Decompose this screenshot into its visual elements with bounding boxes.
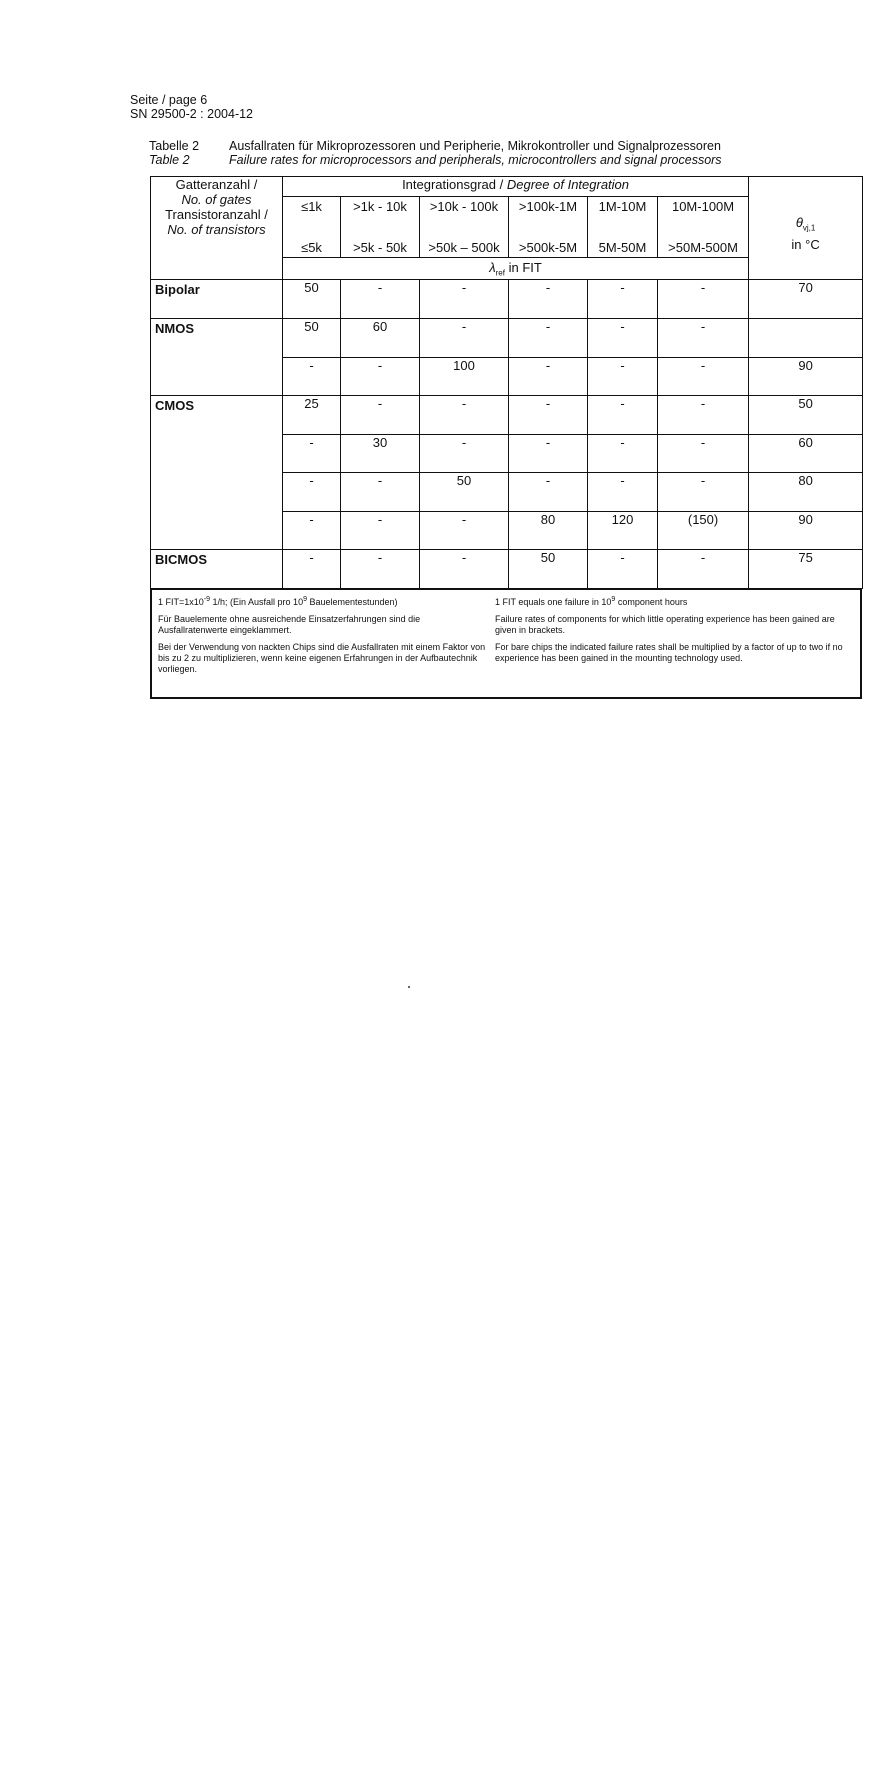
col-transistors-4: 5M-50M xyxy=(598,240,647,256)
table-caption xyxy=(149,139,722,167)
theta-unit: in °C xyxy=(791,236,820,252)
table-cell: - xyxy=(341,550,420,589)
col-transistors-1: >5k - 50k xyxy=(353,240,407,256)
table-cell: - xyxy=(658,550,749,589)
table-cell: - xyxy=(509,357,588,396)
table-cell: - xyxy=(588,473,658,512)
table-cell: - xyxy=(658,396,749,435)
failure-rate-table xyxy=(150,176,863,589)
transistors-label-en: No. of transistors xyxy=(167,222,266,237)
col-transistors-2: >50k – 500k xyxy=(428,240,500,256)
table-cell: - xyxy=(420,511,509,550)
standard-id: SN 29500-2 : 2004-12 xyxy=(130,107,254,121)
col-transistors-0: ≤5k xyxy=(301,240,322,256)
theta-cell: 90 xyxy=(749,357,863,396)
col-header-4 xyxy=(588,197,658,258)
table-cell: 50 xyxy=(283,319,341,358)
table-cell: - xyxy=(283,357,341,396)
degree-header xyxy=(283,177,749,197)
table-cell: - xyxy=(283,434,341,473)
degree-label-en: Degree of Integration xyxy=(506,177,630,192)
lambda-header xyxy=(283,258,749,280)
table-cell: - xyxy=(341,511,420,550)
table-cell: - xyxy=(420,319,509,358)
caption-en-text: Failure rates for microprocessors and peripherals, microcontrollers and signal processors xyxy=(229,153,722,167)
group-label-nmos: NMOS xyxy=(151,319,283,396)
caption-en xyxy=(149,153,722,167)
col-header-3 xyxy=(509,197,588,258)
table-cell: - xyxy=(509,434,588,473)
table-cell: - xyxy=(588,357,658,396)
table-cell: - xyxy=(420,396,509,435)
fit-de-b: 1/h; (Ein Ausfall pro 10 xyxy=(210,597,304,607)
table-cell: - xyxy=(509,280,588,319)
table-cell: - xyxy=(341,396,420,435)
table-cell: - xyxy=(658,319,749,358)
degree-label-de: Integrationsgrad / xyxy=(402,177,504,192)
col-header-2 xyxy=(420,197,509,258)
table-cell: - xyxy=(658,280,749,319)
table-cell: - xyxy=(420,434,509,473)
theta-cell xyxy=(749,319,863,358)
table-cell: 60 xyxy=(341,319,420,358)
fit-de-c: Bauelementestunden) xyxy=(306,597,398,607)
table-cell: - xyxy=(283,473,341,512)
fit-de-exp2: 9 xyxy=(303,596,307,603)
fit-de-a: 1 FIT=1x10 xyxy=(158,597,204,607)
lambda-letter: λ xyxy=(489,260,496,276)
group-label-bipolar: Bipolar xyxy=(151,280,283,319)
fit-en-a: 1 FIT equals one failure in 10 xyxy=(495,597,612,607)
gates-label-en: No. of gates xyxy=(181,192,252,207)
table-cell: - xyxy=(588,396,658,435)
caption-de xyxy=(149,139,722,153)
table-row xyxy=(151,280,863,319)
table-cell: - xyxy=(588,550,658,589)
table-cell: - xyxy=(283,511,341,550)
table-cell: - xyxy=(658,357,749,396)
table-row xyxy=(151,396,863,435)
table-cell: - xyxy=(588,434,658,473)
fit-en-exp: 9 xyxy=(611,596,616,603)
footnote-brackets-de: Für Bauelemente ohne ausreichende Einsatzerfahrungen sind die Ausfallratenwerte eingeklammert. xyxy=(158,614,421,635)
caption-en-label: Table 2 xyxy=(149,153,190,167)
table-cell: 100 xyxy=(420,357,509,396)
col-gates-2: >10k - 100k xyxy=(429,199,499,215)
col-header-5 xyxy=(658,197,749,258)
theta-cell: 90 xyxy=(749,511,863,550)
col-header-0 xyxy=(283,197,341,258)
table-cell: (150) xyxy=(658,511,749,550)
theta-cell: 60 xyxy=(749,434,863,473)
col-header-1 xyxy=(341,197,420,258)
table-row xyxy=(151,319,863,358)
table-cell: 80 xyxy=(509,511,588,550)
page-number: Seite / page 6 xyxy=(130,93,208,107)
gates-label-de: Gatteranzahl / xyxy=(175,177,258,192)
theta-cell: 70 xyxy=(749,280,863,319)
fit-de-exp: -9 xyxy=(203,596,211,603)
col-transistors-5: >50M-500M xyxy=(668,240,738,256)
table-cell: - xyxy=(658,434,749,473)
scan-speck xyxy=(408,986,410,988)
table-row xyxy=(151,550,863,589)
caption-de-text: Ausfallraten für Mikroprozessoren und Peripherie, Mikrokontroller und Signalprozessoren xyxy=(229,139,721,153)
col-gates-0: ≤1k xyxy=(301,199,322,215)
table-cell: - xyxy=(420,280,509,319)
col-gates-1: >1k - 10k xyxy=(353,199,407,215)
theta-cell: 50 xyxy=(749,396,863,435)
table-cell: 50 xyxy=(283,280,341,319)
table-cell: - xyxy=(588,280,658,319)
footnote-fit-de xyxy=(158,594,488,608)
theta-sub: vj,1 xyxy=(802,223,816,233)
table-footnotes xyxy=(150,589,862,699)
theta-cell: 75 xyxy=(749,550,863,589)
table-cell: 30 xyxy=(341,434,420,473)
table-cell: - xyxy=(588,319,658,358)
table-cell: - xyxy=(341,473,420,512)
lambda-sub: ref xyxy=(495,268,505,278)
table-cell: - xyxy=(420,550,509,589)
transistors-label-de: Transistoranzahl / xyxy=(165,207,268,222)
footnote-chips-en: For bare chips the indicated failure rates shall be multiplied by a factor of up to two if no experience has been gained in the mounting technology used. xyxy=(495,642,843,663)
group-label-bicmos: BICMOS xyxy=(151,550,283,589)
col-gates-3: >100k-1M xyxy=(518,199,578,215)
caption-de-label: Tabelle 2 xyxy=(149,139,200,153)
col-gates-4: 1M-10M xyxy=(598,199,647,215)
lambda-unit: in FIT xyxy=(508,260,542,276)
table-cell: 50 xyxy=(420,473,509,512)
table-cell: - xyxy=(509,473,588,512)
footnotes-en xyxy=(495,594,857,670)
theta-cell: 80 xyxy=(749,473,863,512)
table-cell: - xyxy=(341,280,420,319)
theta-header xyxy=(749,177,863,280)
gates-header xyxy=(151,177,283,280)
footnotes-de xyxy=(158,594,488,681)
footnote-chips-de: Bei der Verwendung von nackten Chips sind die Ausfallraten mit einem Faktor von bis zu 2 zu multiplizieren, wenn keine eigenen Erfahrungen in der Aufbautechnik vorliegen. xyxy=(158,642,486,674)
table-cell: - xyxy=(341,357,420,396)
footnote-brackets-en: Failure rates of components for which little operating experience has been gained are given in brackets. xyxy=(495,614,835,635)
col-gates-5: 10M-100M xyxy=(671,199,735,215)
table-cell: 25 xyxy=(283,396,341,435)
group-label-cmos: CMOS xyxy=(151,396,283,550)
table-cell: - xyxy=(509,319,588,358)
col-transistors-3: >500k-5M xyxy=(518,240,578,256)
footnote-fit-en xyxy=(495,594,857,608)
table-cell: 50 xyxy=(509,550,588,589)
lambda-symbol xyxy=(489,260,505,278)
fit-en-b: component hours xyxy=(615,597,688,607)
theta-letter: θ xyxy=(795,215,803,230)
page-header xyxy=(130,93,253,121)
theta-symbol xyxy=(753,215,858,233)
table-cell: - xyxy=(658,473,749,512)
table-cell: 120 xyxy=(588,511,658,550)
table-cell: - xyxy=(283,550,341,589)
table-cell: - xyxy=(509,396,588,435)
